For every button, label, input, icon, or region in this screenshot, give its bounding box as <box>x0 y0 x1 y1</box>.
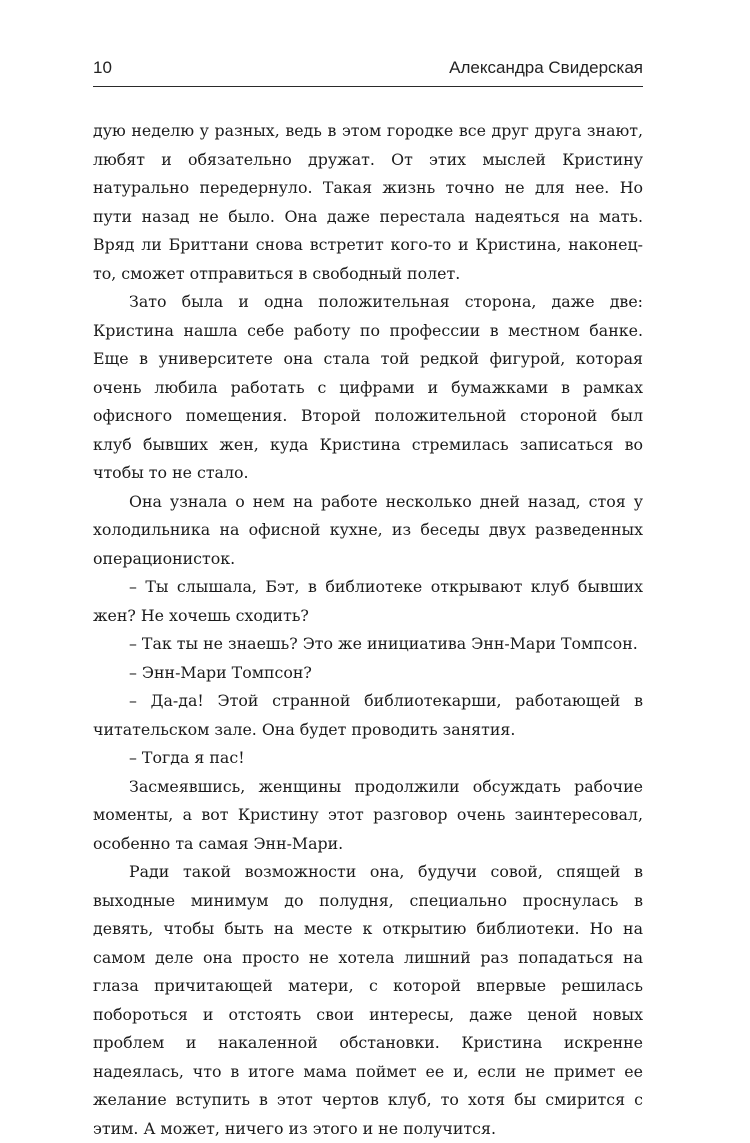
page-number: 10 <box>93 58 112 77</box>
dialogue-line: – Да-да! Этой странной библиотекарши, работающей в читательском зале. Она будет проводить занятия. <box>93 691 643 739</box>
paragraph: Зато была и одна положительная сторона, даже две: Кристина нашла себе работу по профессии в местном банке. Еще в университете она стала той редкой фигурой, которая очень любила работать с цифрами и бумажками в рамках офисного помещения. Второй положительной стороной был клуб бывших жен, куда Кристина стремилась записаться во чтобы то не стало. <box>93 292 643 482</box>
paragraph: Засмеявшись, женщины продолжили обсуждать рабочие моменты, а вот Кристину этот разговор очень заинтересовал, особенно та самая Энн-Мари. <box>93 776 643 853</box>
dialogue-line: – Тогда я пас! <box>129 748 245 767</box>
paragraph: дую неделю у разных, ведь в этом городке все друг друга знают, любят и обязательно дружат. От этих мыслей Кристину натурально передернуло. Такая жизнь точно не для нее. Но пути назад не было. Она даже перестала надеяться на мать. Вряд ли Бриттани снова встретит кого-то и Кристина, наконец-то, сможет отправиться в свободный полет. <box>93 121 643 283</box>
paragraph: Ради такой возможности она, будучи совой, спящей в выходные минимум до полудня, специально проснулась в девять, чтобы быть на месте к открытию библиотеки. Но на самом деле она просто не хотела лишний раз попадаться на глаза причитающей матери, с которой впервые решилась побороться и отстоять свои интересы, даже ценой новых проблем и накаленной обстановки. Кристина искренне надеялась, что в итоге мама поймет ее и, если не примет ее желание вступить в этот чертов клуб, то хотя бы смирится с этим. А может, ничего из этого и не получится. <box>93 862 643 1138</box>
dialogue-line: – Энн-Мари Томпсон? <box>129 662 312 682</box>
paragraph: Она узнала о нем на работе несколько дней назад, стоя у холодильника на офисной кухне, из беседы двух разведенных операционисток. <box>93 491 643 568</box>
running-head-author: Александра Свидерская <box>449 58 643 77</box>
dialogue-line: – Так ты не знаешь? Это же инициатива Энн-Мари Томпсон. <box>129 634 638 653</box>
page-header <box>93 56 643 87</box>
body-text <box>93 117 643 1143</box>
dialogue-line: – Ты слышала, Бэт, в библиотеке открывают клуб бывших жен? Не хочешь сходить? <box>93 577 643 625</box>
